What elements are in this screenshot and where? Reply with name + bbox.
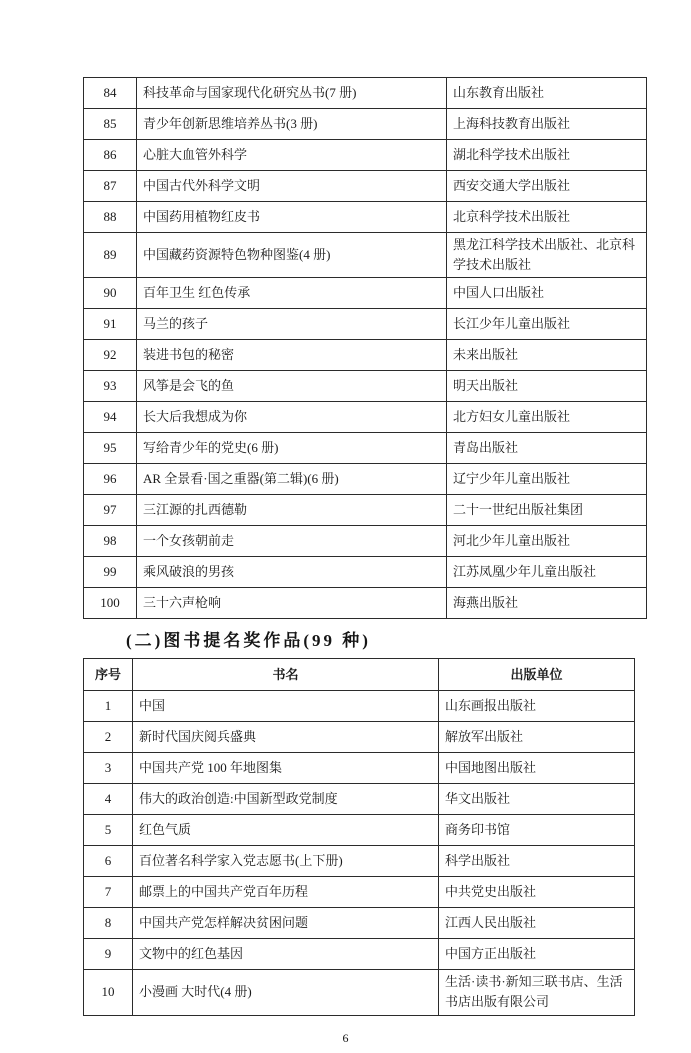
book-title-cell: 乘风破浪的男孩 [137,557,447,588]
table-row [84,78,647,109]
row-number-cell: 98 [84,526,137,557]
publisher-cell: 科学出版社 [439,846,635,877]
row-number-cell: 89 [84,233,137,278]
row-number-cell: 90 [84,278,137,309]
book-title-cell: 中国古代外科学文明 [137,171,447,202]
table-row [84,557,647,588]
section-heading: (二)图书提名奖作品(99 种) [126,631,371,651]
book-title-cell: 心脏大血管外科学 [137,140,447,171]
column-header-number: 序号 [84,659,133,691]
book-title-cell: 青少年创新思维培养丛书(3 册) [137,109,447,140]
publisher-cell: 中共党史出版社 [439,877,635,908]
publisher-cell: 上海科技教育出版社 [447,109,647,140]
publisher-cell: 河北少年儿童出版社 [447,526,647,557]
book-title-cell: 马兰的孩子 [137,309,447,340]
column-header-book-title: 书名 [133,659,439,691]
table-row [84,464,647,495]
book-title-cell: 百位著名科学家入党志愿书(上下册) [133,846,439,877]
table-row [84,140,647,171]
row-number-cell: 5 [84,815,133,846]
publisher-cell: 中国人口出版社 [447,278,647,309]
publisher-cell: 黑龙江科学技术出版社、北京科学技术出版社 [447,233,647,278]
book-title-cell: AR 全景看·国之重器(第二辑)(6 册) [137,464,447,495]
row-number-cell: 1 [84,691,133,722]
publisher-cell: 青岛出版社 [447,433,647,464]
table-row [84,939,635,970]
book-title-cell: 中国药用植物红皮书 [137,202,447,233]
publisher-cell: 华文出版社 [439,784,635,815]
table-row [84,846,635,877]
nomination-award-table [83,658,635,1015]
row-number-cell: 84 [84,78,137,109]
award-works-table-body [84,78,647,619]
table-row [84,402,647,433]
book-title-cell: 红色气质 [133,815,439,846]
book-title-cell: 小漫画 大时代(4 册) [133,970,439,1015]
publisher-cell: 北方妇女儿童出版社 [447,402,647,433]
publisher-cell: 西安交通大学出版社 [447,171,647,202]
row-number-cell: 3 [84,753,133,784]
book-title-cell: 邮票上的中国共产党百年历程 [133,877,439,908]
publisher-cell: 中国方正出版社 [439,939,635,970]
row-number-cell: 2 [84,722,133,753]
publisher-cell: 湖北科学技术出版社 [447,140,647,171]
table-row [84,526,647,557]
book-title-cell: 新时代国庆阅兵盛典 [133,722,439,753]
table-row [84,495,647,526]
book-title-cell: 装进书包的秘密 [137,340,447,371]
row-number-cell: 91 [84,309,137,340]
table-row [84,908,635,939]
book-title-cell: 中国共产党 100 年地图集 [133,753,439,784]
book-title-cell: 中国共产党怎样解决贫困问题 [133,908,439,939]
publisher-cell: 北京科学技术出版社 [447,202,647,233]
row-number-cell: 96 [84,464,137,495]
row-number-cell: 85 [84,109,137,140]
table-row [84,309,647,340]
table-row [84,233,647,278]
publisher-cell: 生活·读书·新知三联书店、生活书店出版有限公司 [439,970,635,1015]
publisher-cell: 江苏凤凰少年儿童出版社 [447,557,647,588]
row-number-cell: 7 [84,877,133,908]
table-row [84,784,635,815]
table-row [84,753,635,784]
page-number: 6 [342,1030,349,1045]
publisher-cell: 明天出版社 [447,371,647,402]
table-row [84,722,635,753]
row-number-cell: 9 [84,939,133,970]
table-row [84,371,647,402]
row-number-cell: 8 [84,908,133,939]
book-title-cell: 三十六声枪响 [137,588,447,619]
row-number-cell: 100 [84,588,137,619]
publisher-cell: 二十一世纪出版社集团 [447,495,647,526]
publisher-cell: 未来出版社 [447,340,647,371]
book-title-cell: 中国 [133,691,439,722]
publisher-cell: 辽宁少年儿童出版社 [447,464,647,495]
header-row [84,659,635,691]
nomination-table-body [84,691,635,1015]
table-row [84,970,635,1015]
book-title-cell: 伟大的政治创造:中国新型政党制度 [133,784,439,815]
book-title-cell: 三江源的扎西德勒 [137,495,447,526]
publisher-cell: 商务印书馆 [439,815,635,846]
table-row [84,815,635,846]
row-number-cell: 4 [84,784,133,815]
table-row [84,588,647,619]
table-row [84,171,647,202]
publisher-cell: 中国地图出版社 [439,753,635,784]
row-number-cell: 86 [84,140,137,171]
column-header-publisher: 出版单位 [439,659,635,691]
book-title-cell: 中国藏药资源特色物种图鉴(4 册) [137,233,447,278]
row-number-cell: 10 [84,970,133,1015]
publisher-cell: 海燕出版社 [447,588,647,619]
publisher-cell: 江西人民出版社 [439,908,635,939]
publisher-cell: 山东画报出版社 [439,691,635,722]
table-row [84,433,647,464]
table-row [84,202,647,233]
publisher-cell: 解放军出版社 [439,722,635,753]
row-number-cell: 94 [84,402,137,433]
publisher-cell: 山东教育出版社 [447,78,647,109]
book-title-cell: 风筝是会飞的鱼 [137,371,447,402]
award-works-table-continued [83,77,647,619]
row-number-cell: 92 [84,340,137,371]
book-title-cell: 百年卫生 红色传承 [137,278,447,309]
book-title-cell: 一个女孩朝前走 [137,526,447,557]
row-number-cell: 6 [84,846,133,877]
row-number-cell: 95 [84,433,137,464]
book-title-cell: 写给青少年的党史(6 册) [137,433,447,464]
table-row [84,691,635,722]
row-number-cell: 93 [84,371,137,402]
book-title-cell: 科技革命与国家现代化研究丛书(7 册) [137,78,447,109]
row-number-cell: 97 [84,495,137,526]
book-title-cell: 长大后我想成为你 [137,402,447,433]
publisher-cell: 长江少年儿童出版社 [447,309,647,340]
book-title-cell: 文物中的红色基因 [133,939,439,970]
table-row [84,278,647,309]
nomination-table-header [84,659,635,691]
row-number-cell: 87 [84,171,137,202]
table-row [84,340,647,371]
row-number-cell: 99 [84,557,137,588]
row-number-cell: 88 [84,202,137,233]
table-row [84,877,635,908]
table-row [84,109,647,140]
